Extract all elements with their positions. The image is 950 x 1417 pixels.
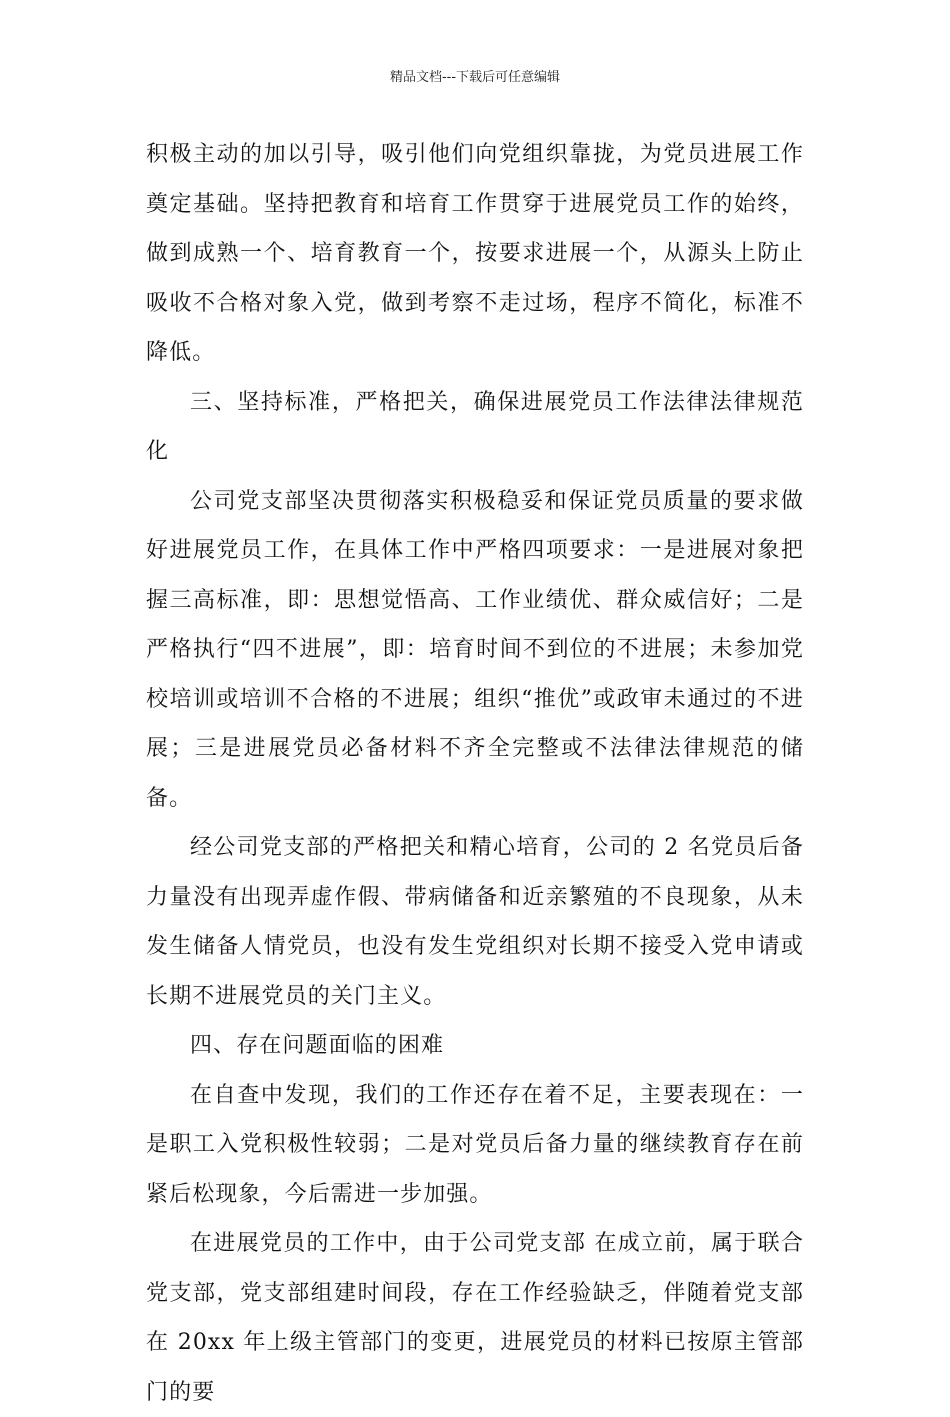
paragraph: 经公司党支部的严格把关和精心培育，公司的 2 名党员后备力量没有出现弄虚作假、带病储备和近亲繁殖的不良现象，从未发生储备人情党员，也没有发生党组织对长期不接受入党申请或长期不进展党员的关门主义。 (146, 835, 804, 1009)
paragraph: 在进展党员的工作中，由于公司党支部 在成立前，属于联合党支部，党支部组建时间段，存在工作经验缺乏，伴随着党支部在 20xx 年上级主管部门的变更，进展党员的材料已按原主管部门的要 (146, 1231, 804, 1405)
document-body (146, 130, 804, 1417)
paragraph: 在自查中发现，我们的工作还存在着不足，主要表现在：一是职工入党积极性较弱；二是对党员后备力量的继续教育存在前紧后松现象，今后需进一步加强。 (146, 1082, 804, 1207)
page-header: 精品文档---下载后可任意编辑 (389, 70, 561, 85)
section-heading-3: 三、坚持标准，严格把关，确保进展党员工作法律法律规范化 (146, 389, 804, 464)
section-heading-4: 四、存在问题面临的困难 (190, 1033, 445, 1058)
paragraph-continuation: 积极主动的加以引导，吸引他们向党组织靠拢，为党员进展工作奠定基础。坚持把教育和培育工作贯穿于进展党员工作的始终，做到成熟一个、培育教育一个，按要求进展一个，从源头上防止吸收不合格对象入党，做到考察不走过场，程序不简化，标准不降低。 (146, 142, 804, 365)
paragraph: 公司党支部坚决贯彻落实积极稳妥和保证党员质量的要求做好进展党员工作，在具体工作中严格四项要求：一是进展对象把握三高标准，即：思想觉悟高、工作业绩优、群众威信好；二是严格执行“四不进展”，即：培育时间不到位的不进展；未参加党校培训或培训不合格的不进展；组织“推优”或政审未通过的不进展；三是进展党员必备材料不齐全完整或不法律法律规范的储备。 (146, 488, 804, 811)
